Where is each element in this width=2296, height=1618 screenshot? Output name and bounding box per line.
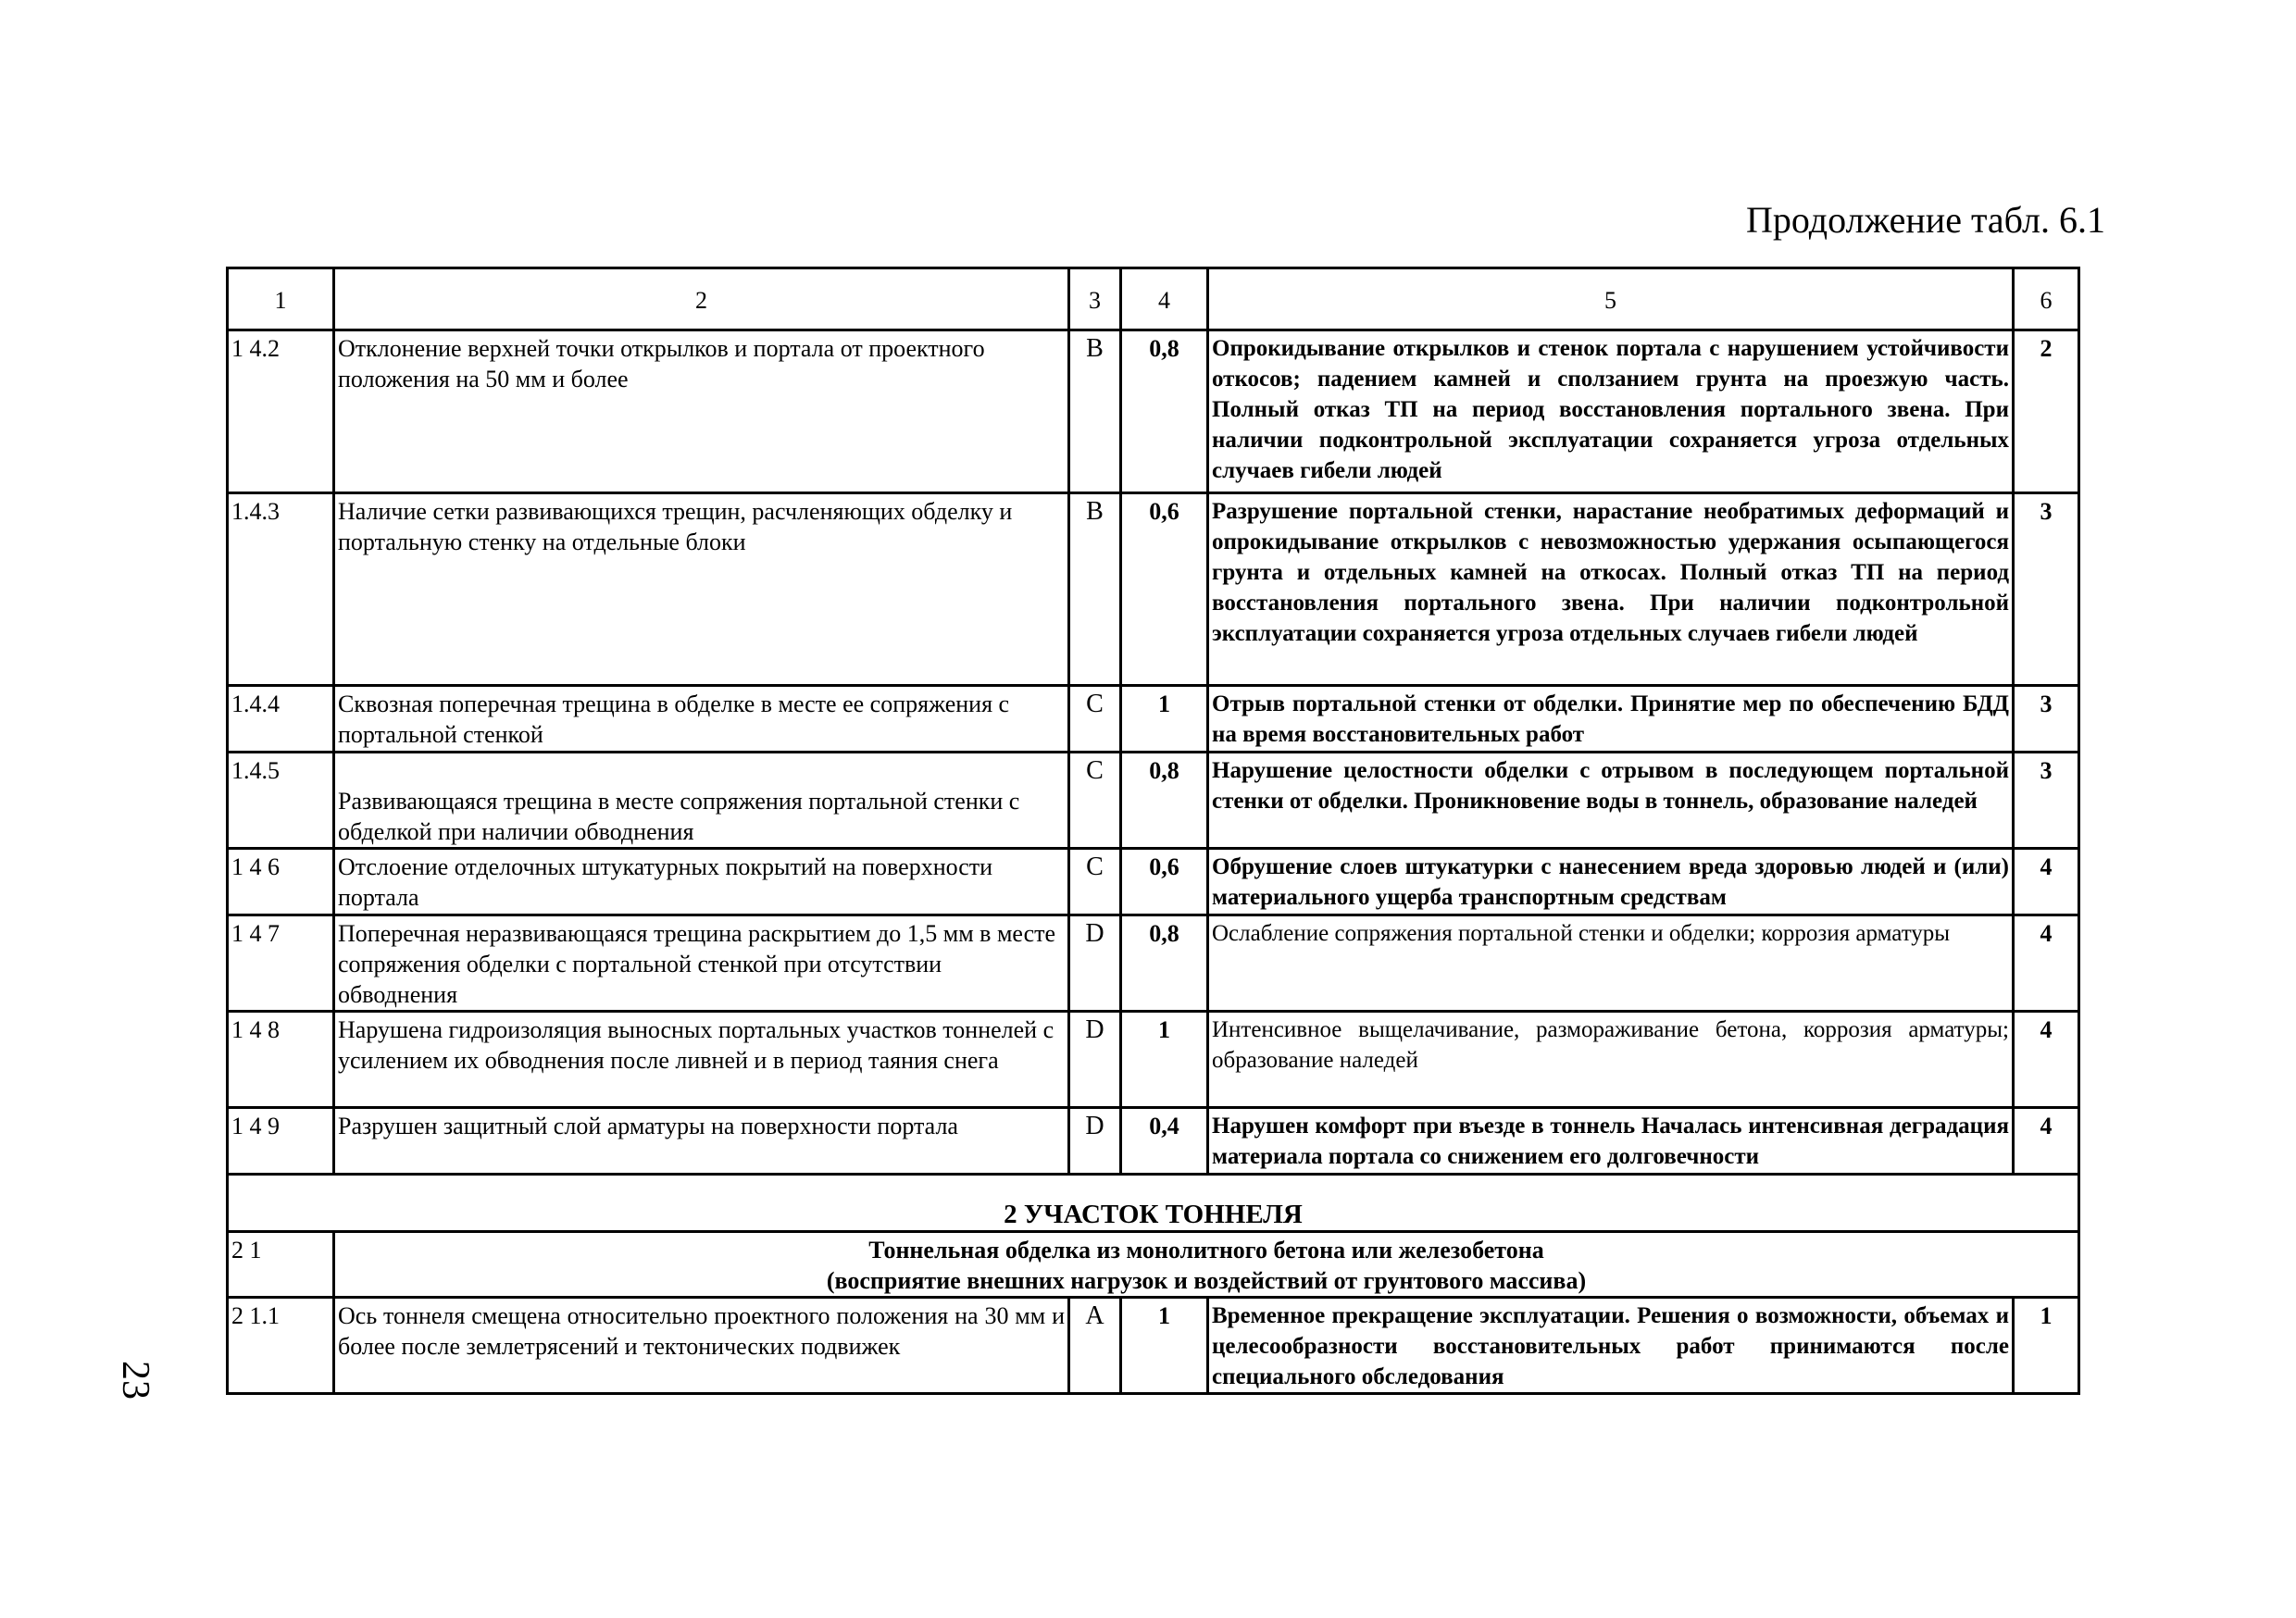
row-code: 1.4.3 bbox=[228, 493, 334, 686]
row-consequence: Разрушение портальной стенки, нарастание необратимых деформаций и опрокидывание открылков с невозможностью удержания осыпающегося грунта и отдельных камней на откосах. Полный отказ ТП на период восстановления портального звена. При наличии подконтрольной эксплуатации сохраняется угроза отдельных случаев гибели людей bbox=[1208, 493, 2014, 686]
header-cell: 3 bbox=[1069, 268, 1121, 330]
row-coefficient: 1 bbox=[1121, 1012, 1208, 1108]
row-category: В bbox=[1069, 330, 1121, 493]
row-coefficient: 0,6 bbox=[1121, 493, 1208, 686]
row-code: 1.4.5 bbox=[228, 753, 334, 849]
table-row bbox=[228, 1012, 2079, 1108]
table-row bbox=[228, 330, 2079, 493]
row-consequence: Нарушен комфорт при въезде в тоннель Началась интенсивная деградация материала портала со снижением его долговечности bbox=[1208, 1108, 2014, 1175]
row-code: 1 4 9 bbox=[228, 1108, 334, 1175]
row-description: Отклонение верхней точки открылков и портала от проектного положения на 50 мм и более bbox=[334, 330, 1069, 493]
table-row bbox=[228, 686, 2079, 753]
row-description: Ось тоннеля смещена относительно проектного положения на 30 мм и более после землетрясений и тектонических подвижек bbox=[334, 1298, 1069, 1394]
row-coefficient: 0,8 bbox=[1121, 915, 1208, 1012]
header-cell: 1 bbox=[228, 268, 334, 330]
row-rank: 1 bbox=[2014, 1298, 2079, 1394]
row-category: D bbox=[1069, 1108, 1121, 1175]
row-category: D bbox=[1069, 915, 1121, 1012]
row-coefficient: 1 bbox=[1121, 1298, 1208, 1394]
page-number: 23 bbox=[114, 1361, 156, 1400]
section-title: 2 УЧАСТОК ТОННЕЛЯ bbox=[228, 1175, 2079, 1232]
section-row bbox=[228, 1175, 2079, 1232]
defects-table bbox=[226, 267, 2080, 1395]
table-row bbox=[228, 1298, 2079, 1394]
row-code: 1 4 6 bbox=[228, 849, 334, 915]
table-row bbox=[228, 1108, 2079, 1175]
table-row bbox=[228, 915, 2079, 1012]
row-consequence: Интенсивное выщелачивание, размораживание бетона, коррозия арматуры; образование наледей bbox=[1208, 1012, 2014, 1108]
row-category: С bbox=[1069, 753, 1121, 849]
row-rank: 4 bbox=[2014, 1108, 2079, 1175]
row-coefficient: 0,8 bbox=[1121, 753, 1208, 849]
row-description-text: Развивающаяся трещина в месте сопряжения портальной стенки с обделкой при наличии обводнения bbox=[338, 788, 1020, 845]
row-category: С bbox=[1069, 849, 1121, 915]
row-category: С bbox=[1069, 686, 1121, 753]
row-description: Наличие сетки развивающихся трещин, расчленяющих обделку и портальную стенку на отдельные блоки bbox=[334, 493, 1069, 686]
row-category: В bbox=[1069, 493, 1121, 686]
subsection-title-line1: Тоннельная обделка из монолитного бетона или железобетона bbox=[868, 1237, 1544, 1263]
table-header-row bbox=[228, 268, 2079, 330]
row-category: А bbox=[1069, 1298, 1121, 1394]
header-cell: 5 bbox=[1208, 268, 2014, 330]
row-description: Разрушен защитный слой арматуры на поверхности портала bbox=[334, 1108, 1069, 1175]
row-consequence: Обрушение слоев штукатурки с нанесением вреда здоровью людей и (или) материального ущерба транспортным средствам bbox=[1208, 849, 2014, 915]
row-rank: 4 bbox=[2014, 1012, 2079, 1108]
row-description: Отслоение отделочных штукатурных покрытий на поверхности портала bbox=[334, 849, 1069, 915]
row-consequence: Нарушение целостности обделки с отрывом в последующем портальной стенки от обделки. Проникновение воды в тоннель, образование наледей bbox=[1208, 753, 2014, 849]
header-cell: 4 bbox=[1121, 268, 1208, 330]
table-row bbox=[228, 849, 2079, 915]
row-description: Нарушена гидроизоляция выносных портальных участков тоннелей с усилением их обводнения после ливней и в период таяния снега bbox=[334, 1012, 1069, 1108]
row-rank: 4 bbox=[2014, 915, 2079, 1012]
subsection-code: 2 1 bbox=[228, 1232, 334, 1298]
row-consequence: Опрокидывание открылков и стенок портала с нарушением устойчивости откосов; падением камней и сползанием грунта на проезжую часть. Полный отказ ТП на период восстановления портального звена. При наличии подконтрольной эксплуатации сохраняется угроза отдельных случаев гибели людей bbox=[1208, 330, 2014, 493]
row-code: 1.4.4 bbox=[228, 686, 334, 753]
table-row bbox=[228, 753, 2079, 849]
header-cell: 2 bbox=[334, 268, 1069, 330]
row-rank: 2 bbox=[2014, 330, 2079, 493]
row-code: 1 4 8 bbox=[228, 1012, 334, 1108]
row-rank: 3 bbox=[2014, 493, 2079, 686]
table-row bbox=[228, 493, 2079, 686]
row-rank: 4 bbox=[2014, 849, 2079, 915]
row-category: D bbox=[1069, 1012, 1121, 1108]
subsection-row bbox=[228, 1232, 2079, 1298]
row-description: Поперечная неразвивающаяся трещина раскрытием до 1,5 мм в месте сопряжения обделки с портальной стенкой при отсутствии обводнения bbox=[334, 915, 1069, 1012]
row-description bbox=[334, 753, 1069, 849]
row-code: 2 1.1 bbox=[228, 1298, 334, 1394]
subsection-title-line2: (восприятие внешних нагрузок и воздействий от грунтового массива) bbox=[826, 1267, 1587, 1294]
row-consequence: Отрыв портальной стенки от обделки. Принятие мер по обеспечению БДД на время восстановительных работ bbox=[1208, 686, 2014, 753]
row-consequence: Временное прекращение эксплуатации. Решения о возможности, объемах и целесообразности восстановительных работ принимаются после специального обследования bbox=[1208, 1298, 2014, 1394]
table-caption: Продолжение табл. 6.1 bbox=[1746, 199, 2105, 241]
row-consequence: Ослабление сопряжения портальной стенки и обделки; коррозия арматуры bbox=[1208, 915, 2014, 1012]
row-description: Сквозная поперечная трещина в обделке в месте ее сопряжения с портальной стенкой bbox=[334, 686, 1069, 753]
row-coefficient: 1 bbox=[1121, 686, 1208, 753]
row-code: 1 4.2 bbox=[228, 330, 334, 493]
row-code: 1 4 7 bbox=[228, 915, 334, 1012]
row-rank: 3 bbox=[2014, 753, 2079, 849]
row-rank: 3 bbox=[2014, 686, 2079, 753]
row-coefficient: 0,6 bbox=[1121, 849, 1208, 915]
header-cell: 6 bbox=[2014, 268, 2079, 330]
row-coefficient: 0,4 bbox=[1121, 1108, 1208, 1175]
subsection-title bbox=[334, 1232, 2079, 1298]
row-coefficient: 0,8 bbox=[1121, 330, 1208, 493]
